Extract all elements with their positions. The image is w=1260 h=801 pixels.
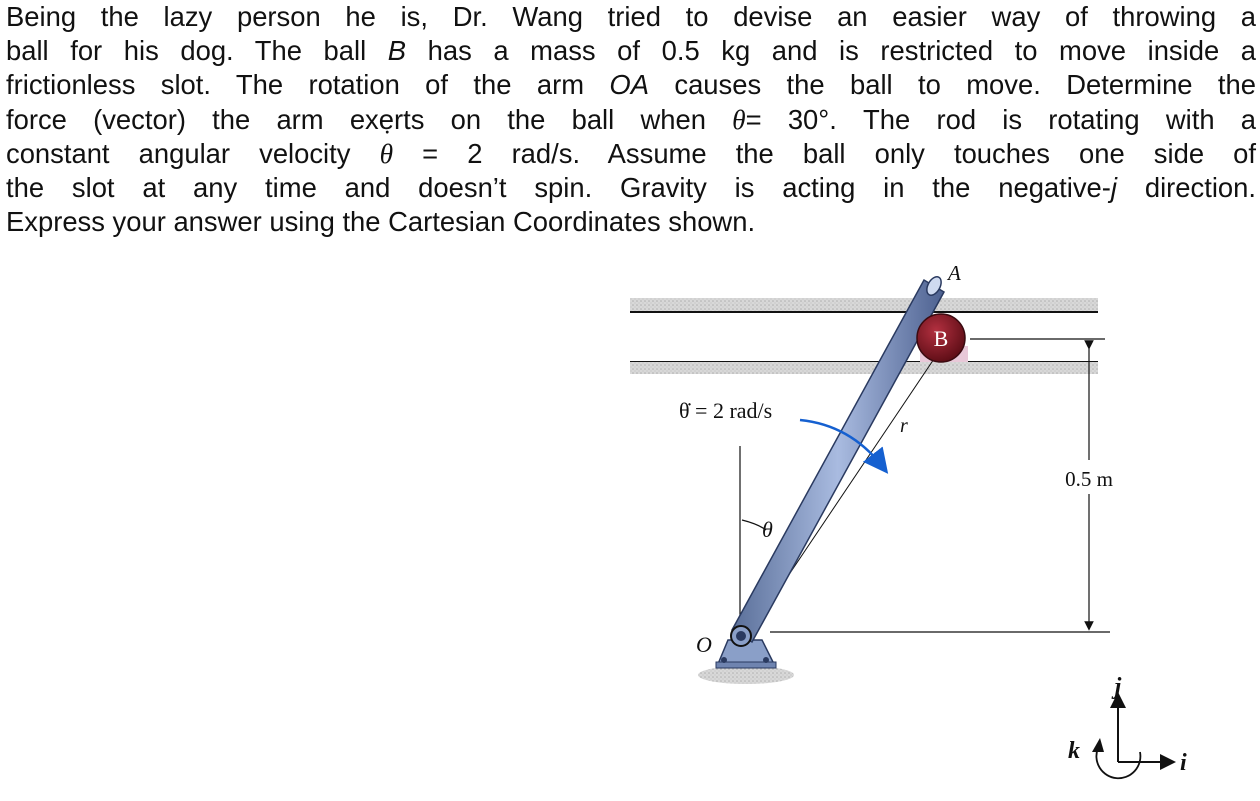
theta-symbol: θ (732, 104, 746, 135)
omega-label: θ̇ = 2 rad/s (679, 398, 773, 423)
slot-lower-wall (630, 362, 1098, 374)
axis-k-label: k (1068, 738, 1080, 764)
arm-variable: OA (609, 69, 649, 101)
coordinate-axes (1068, 674, 1187, 778)
problem-line-4: force (vector) the arm exerts on the ball when θ= 30°. The rod is rotating with a (6, 103, 1256, 135)
ball-label: B (933, 326, 949, 351)
problem-line-1: Being the lazy person he is, Dr. Wang tried to devise an easier way of throwing a (6, 1, 1256, 32)
rod-OA (731, 274, 944, 646)
problem-line-5: constant angular velocity ˙ θ = 2 rad/s. Assume the ball only touches one side of (6, 137, 1256, 171)
ball-variable: B (387, 35, 407, 67)
pivot-base (698, 640, 794, 684)
slot-upper-wall (630, 298, 1098, 312)
problem-line-3: frictionless slot. The rotation of the arm OA causes the ball to move. Determine the (6, 69, 1256, 101)
height-label: 0.5 m (1065, 467, 1113, 491)
problem-line-6: the slot at any time and doesn’t spin. Gravity is acting in the negative-j direction. (6, 171, 1256, 203)
r-label: r (900, 415, 908, 437)
ball-B (917, 314, 965, 362)
label-O: O (696, 632, 712, 657)
j-variable: j (1110, 171, 1117, 203)
label-A: A (948, 261, 961, 285)
problem-line-7: Express your answer using the Cartesian Coordinates shown. (6, 206, 756, 238)
theta-dot-symbol: ˙ θ (380, 137, 393, 171)
axis-j-label: j (1114, 674, 1122, 700)
theta-label: θ (762, 517, 773, 542)
axis-i-label: i (1180, 750, 1187, 776)
problem-line-2: ball for his dog. The ball B has a mass of 0.5 kg and is restricted to move inside a (6, 35, 1256, 67)
